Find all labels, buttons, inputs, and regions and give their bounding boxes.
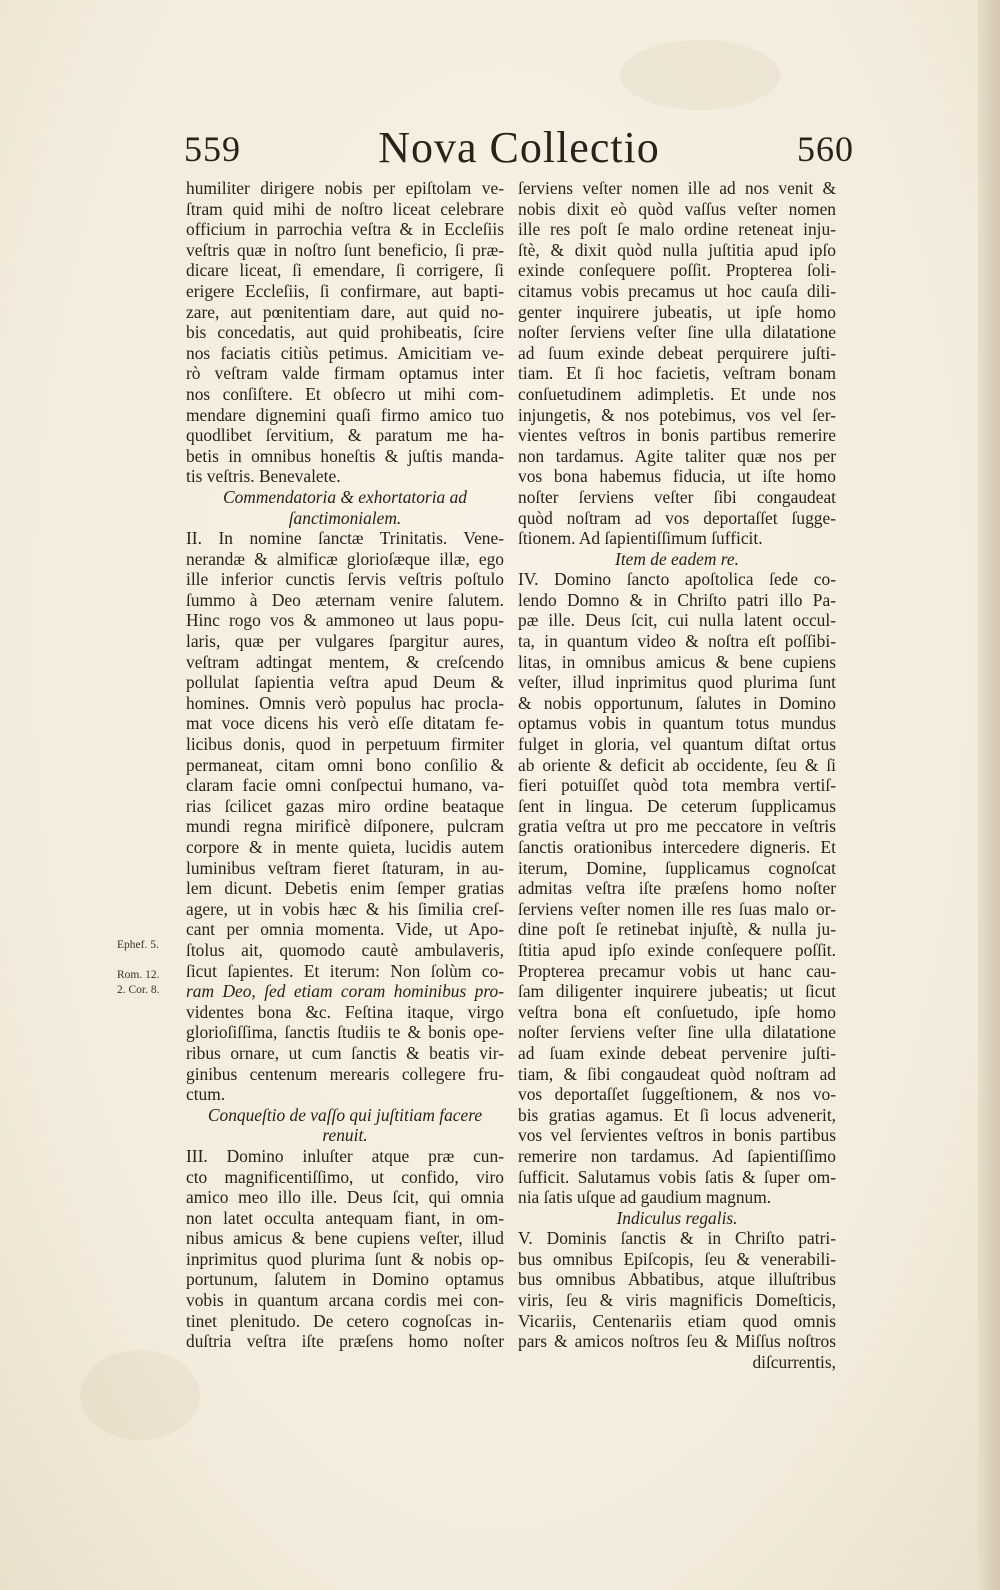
text-line: rò veſtram valde firmam optamus inter xyxy=(186,363,504,384)
text-line: corpore & in mente quieta, lucidis autem xyxy=(186,837,504,857)
text-line: licibus donis, quod in perpetuum firmiter xyxy=(186,734,504,755)
text-line: bis gratias agamus. Et ſi locus advenerit, xyxy=(518,1104,836,1125)
text-line: duſtria veſtra iſte præſens homo noſter xyxy=(186,1331,504,1352)
text-line: quòd noſtram ad vos deportaſſet ſugge- xyxy=(518,507,836,528)
text-line: pars & amicos noſtros ſeu & Miſſus noſtros xyxy=(518,1331,836,1352)
text-line: videntes bona &c. Feſtina itaque, virgo xyxy=(186,1001,504,1022)
margin-note-ephesians: Ephef. 5. xyxy=(117,939,159,951)
text-line: nibus amicus & bene cupiens veſter, illud xyxy=(186,1228,504,1249)
right-text-column xyxy=(518,178,836,1372)
text-line: exinde conſequere poſſit. Propterea ſoli- xyxy=(518,260,836,281)
text-line: ſent in lingua. De ceterum ſupplicamus xyxy=(518,795,836,816)
text-line: agere, ut in vobis hæc & his ſimilia creſ- xyxy=(186,898,504,919)
paper-stain xyxy=(620,40,780,110)
text-line: ad ſuum exinde debeat perquirere juſti- xyxy=(518,342,836,363)
text-line: Vicariis, Centenariis etiam quod omnis xyxy=(518,1310,836,1331)
text-line: Item de eadem re. xyxy=(615,548,739,569)
text-line: claram facie omni conſpectui humano, va- xyxy=(186,775,504,796)
text-line: ſicut ſapientes. Et iterum: Non ſolùm co- xyxy=(186,960,504,981)
text-line: gratia veſtra ut pro me peccatore in veſtris xyxy=(518,816,836,837)
text-line: remerire non tardamus. Ad ſapientiſſimo xyxy=(518,1145,836,1166)
text-line: lem dicunt. Debetis enim ſemper gratias xyxy=(186,878,504,899)
text-line: mendare dignemini quaſi firmo amico tuo xyxy=(186,404,504,425)
text-line: fieri potuiſſet quòd tota membra vertiſ- xyxy=(518,775,836,796)
text-line: & nobis opportunum, ſalutes in Domino xyxy=(518,692,836,713)
text-line: nos conſiſtere. Et obſecro ut mihi com- xyxy=(186,383,504,404)
text-line: veſtris quæ in noſtro ſunt beneficio, ſi præ- xyxy=(186,239,504,260)
text-line: nerandæ & almificæ glorioſæque illæ, ego xyxy=(186,548,504,569)
text-line: ginibus centenum merearis collegere fru- xyxy=(186,1063,504,1084)
text-line: admitas veſtra iſte præſens homo noſter xyxy=(518,878,836,899)
text-line: mundi regna mirificè diſponere, pulcram xyxy=(186,816,504,837)
text-line: tis veſtris. Benevalete. xyxy=(186,466,341,487)
text-line: Propterea precamur vobis ut hanc cau- xyxy=(518,960,836,981)
margin-note-romans: Rom. 12. xyxy=(117,969,160,981)
text-line: laris, quæ per vulgares ſpargitur aures, xyxy=(186,631,504,652)
text-line: inprimitus quod plurima ſunt & nobis op- xyxy=(186,1248,504,1269)
text-line: ille inferior cunctis ſervis veſtris poſtulo xyxy=(186,569,504,590)
text-line: citamus vobis precamus ut hoc cauſa dili- xyxy=(518,280,836,301)
text-line: nobis dixit eò quòd vaſſus veſter nomen xyxy=(518,198,836,219)
text-line: ſtitia apud ipſo exinde conſequere poſſit. xyxy=(518,939,836,960)
text-line: vientes veſtros in bonis partibus remerire xyxy=(518,425,836,446)
text-line: vos bona habemus fiducia, ut iſte homo xyxy=(518,466,836,487)
running-head xyxy=(184,122,854,172)
text-line: Commendatoria & exhortatoria ad xyxy=(223,486,467,507)
text-line: V. Dominis ſanctis & in Chriſto patri- xyxy=(518,1228,836,1249)
text-line: bis concedatis, aut quid prohibeatis, ſcire xyxy=(186,322,504,343)
text-line: III. Domino inluſter atque præ cun- xyxy=(186,1145,504,1166)
margin-note-corinthians: 2. Cor. 8. xyxy=(117,984,160,996)
text-line: vos deportaſſet ſuggeſtionem, & nos vo- xyxy=(518,1084,836,1105)
paper-stain xyxy=(80,1350,200,1440)
text-line: viris, ſeu & viris magnificis Domeſticis, xyxy=(518,1290,836,1311)
left-page-number: 559 xyxy=(184,129,241,169)
text-line: cant per omnia momenta. Vide, ut Apo- xyxy=(186,919,504,940)
text-line: veſter, illud inprimitus quod plurima ſunt xyxy=(518,672,836,693)
left-text-column xyxy=(186,178,504,1352)
text-line: conſuetudinem adimpletis. Et unde nos xyxy=(518,383,836,404)
text-line: ta, in quantum video & noſtra eſt poſſibi- xyxy=(518,631,836,652)
text-line: fulget in gloria, vel quantum diſtat ortus xyxy=(518,734,836,755)
text-line: zare, aut pœnitentiam dare, aut quid no- xyxy=(186,301,504,322)
text-line: officium in parrochia veſtra & in Eccleſiis xyxy=(186,219,504,240)
text-line: quodlibet ſervitium, & paratum me ha- xyxy=(186,425,504,446)
text-line: tinet plenitudo. De cetero cognoſcas in- xyxy=(186,1310,504,1331)
text-line: Indiculus regalis. xyxy=(616,1207,738,1228)
text-line: amico meo illo ille. Deus ſcit, qui omnia xyxy=(186,1187,504,1208)
text-line: luminibus veſtram fieret ſtaturam, in au- xyxy=(186,857,504,878)
text-line: Hinc rogo vos & ammoneo ut laus popu- xyxy=(186,610,504,631)
text-line: permaneat, citam omni bono conſilio & xyxy=(186,754,504,775)
page-title: Nova Collectio xyxy=(378,123,660,172)
right-page-number: 560 xyxy=(797,129,854,169)
text-line: bus omnibus Epiſcopis, ſeu & venerabili- xyxy=(518,1248,836,1269)
text-line: ad ſuam exinde debeat pervenire juſti- xyxy=(518,1042,836,1063)
text-line: rias ſcilicet gazas miro ordine beataque xyxy=(186,795,504,816)
text-line: lendo Domno & in Chriſto patri illo Pa- xyxy=(518,589,836,610)
text-line: ſummo à Deo æternam venire ſalutem. xyxy=(186,589,504,610)
text-line: homines. Omnis verò populus hac procla- xyxy=(186,692,504,713)
text-line: ſanctis orationibus intercedere digneris. Et xyxy=(518,837,836,857)
text-line: betis in omnibus honeſtis & juſtis manda- xyxy=(186,445,504,466)
text-line: injungetis, & nos potebimus, vos vel ſer- xyxy=(518,404,836,425)
text-line: nos faciatis citiùs petimus. Amicitiam ve- xyxy=(186,342,504,363)
text-line: mat voce dicens his verò eſſe ditatam fe- xyxy=(186,713,504,734)
text-line: tiam. Et ſi hoc facietis, veſtram bonam xyxy=(518,363,836,384)
text-line: nia ſatis uſque ad gaudium magnum. xyxy=(518,1187,772,1208)
text-line: erigere Eccleſiis, ſi confirmare, aut bapti- xyxy=(186,280,504,301)
text-line: renuit. xyxy=(322,1125,368,1146)
text-line: dine poſt ſe retinebat injuſtè, & nulla ju- xyxy=(518,919,836,940)
text-line: iterum, Domine, ſupplicamus cognoſcat xyxy=(518,857,836,878)
text-line: ſerviens veſter nomen ille ad nos venit & xyxy=(518,178,836,198)
text-line: ſerviens veſter nomen ille res ſuas malo or- xyxy=(518,898,836,919)
text-line: ſufficit. Salutamus vobis ſatis & ſuper om- xyxy=(518,1166,836,1187)
text-line: ſtram quid mihi de noſtro liceat celebrare xyxy=(186,198,504,219)
text-line: ribus ornare, ut cum ſanctis & beatis vir- xyxy=(186,1042,504,1063)
text-line: ſtionem. Ad ſapientiſſimum ſufficit. xyxy=(518,528,763,549)
text-line: II. In nomine ſanctæ Trinitatis. Vene- xyxy=(186,528,504,549)
text-line: ſanctimonialem. xyxy=(288,507,402,528)
page-edge xyxy=(978,0,1000,1590)
text-line: portunum, ſalutem in Domino optamus xyxy=(186,1269,504,1290)
text-line: bus omnibus Abbatibus, atque illuſtribus xyxy=(518,1269,836,1290)
text-line: noſter ſerviens veſter ſine ulla dilatatione xyxy=(518,1022,836,1043)
text-line: non tardamus. Agite taliter quæ nos per xyxy=(518,445,836,466)
text-line: IV. Domino ſancto apoſtolica ſede co- xyxy=(518,569,836,590)
text-line: ab oriente & deficit ab occidente, ſeu & ſi xyxy=(518,754,836,775)
text-line: noſter ſerviens veſter ſibi congaudeat xyxy=(518,486,836,507)
text-line: ſtè, & dixit quòd nulla juſtitia apud ipſo xyxy=(518,239,836,260)
text-line: tiam, & ſibi congaudeat quòd noſtram ad xyxy=(518,1063,836,1084)
text-line: veſtram adtingat mentem, & creſcendo xyxy=(186,651,504,672)
text-line: humiliter dirigere nobis per epiſtolam ve- xyxy=(186,178,504,198)
text-line: noſter ſerviens veſter ſine ulla dilatatione xyxy=(518,322,836,343)
text-line: dicare liceat, ſi emendare, ſi corrigere, ſi xyxy=(186,260,504,281)
text-line: vos vel ſervientes veſtros in bonis partibus xyxy=(518,1125,836,1146)
text-line: Conqueſtio de vaſſo qui juſtitiam facere xyxy=(207,1104,483,1125)
text-line: vobis in quantum arcana cordis mei con- xyxy=(186,1290,504,1311)
text-line: diſcurrentis, xyxy=(752,1351,836,1372)
text-line: glorioſiſſima, ſanctis ſtudiis te & bonis ope- xyxy=(186,1022,504,1043)
text-line: cto magnificentiſſimo, ut confido, viro xyxy=(186,1166,504,1187)
text-line: litas, in omnibus amicus & bene cupiens xyxy=(518,651,836,672)
text-line: pæ ille. Deus ſcit, cui nulla latent occul- xyxy=(518,610,836,631)
text-line: ſam diligenter inquirere jubeatis; ut ſicut xyxy=(518,981,836,1002)
text-line: pollulat ſapientia veſtra apud Deum & xyxy=(186,672,504,693)
text-line: ctum. xyxy=(186,1084,226,1105)
text-line: optamus vobis in quantum totus mundus xyxy=(518,713,836,734)
text-line: ram Deo, ſed etiam coram hominibus pro- xyxy=(186,981,504,1002)
text-line: veſtra bona eſt conſuetudo, ipſe homo xyxy=(518,1001,836,1022)
text-line: ille res poſt ſe malo ordine reteneat inju- xyxy=(518,219,836,240)
text-line: ſtolus ait, quomodo cautè ambulaveris, xyxy=(186,939,504,960)
text-line: genter inquirere jubeatis, ut ipſe homo xyxy=(518,301,836,322)
text-line: non latet occulta antequam fiant, in om- xyxy=(186,1207,504,1228)
